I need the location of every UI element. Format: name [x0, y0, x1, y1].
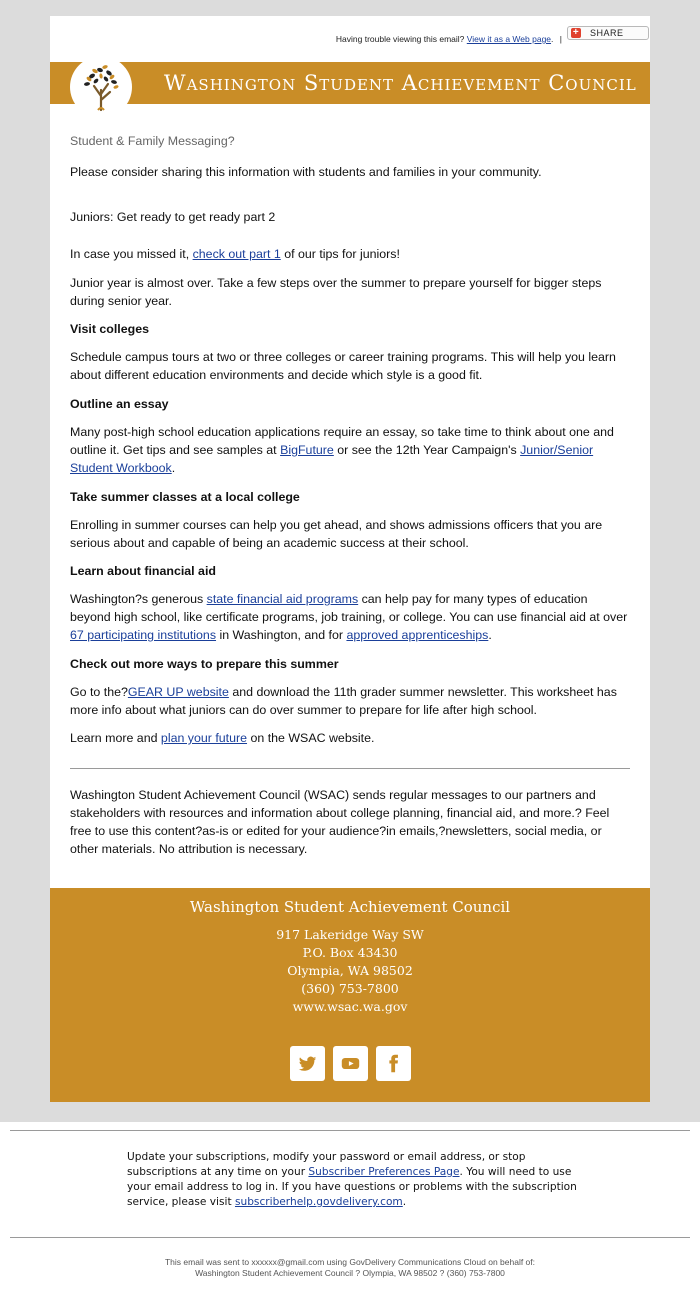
phone-number: (360) 753-7800: [301, 981, 399, 996]
tree-logo-icon: [70, 56, 132, 118]
messaging-heading: Student & Family Messaging?: [70, 134, 235, 148]
address-line: 917 Lakeridge Way SW: [276, 927, 424, 942]
section-text: Schedule campus tours at two or three colleges or career training programs. This will help you learn about different education environments and decide which style is a good fit.: [70, 350, 616, 382]
footer: [50, 888, 650, 1102]
facebook-button[interactable]: [376, 1046, 411, 1081]
sharing-request: Please consider sharing this information with students and families in your community.: [70, 165, 542, 179]
section-heading: Outline an essay: [70, 397, 169, 411]
sent-to-note: This email was sent to xxxxxx@gmail.com using GovDelivery Communications Cloud on behalf of: Washington Student Achievement Council ? Olympia, WA 98502 ? (360) 753-7800: [164, 1257, 536, 1278]
banner-title: Washington Student Achievement Council: [164, 71, 637, 95]
top-bar: [50, 16, 650, 62]
bigfuture-link[interactable]: BigFuture: [280, 443, 334, 457]
subscriber-help-link[interactable]: subscriberhelp.govdelivery.com: [234, 1196, 403, 1208]
share-plus-icon: +: [572, 27, 580, 38]
web-view-notice: Having trouble viewing this email? View it as a Web page. |: [335, 34, 562, 44]
learn-more-paragraph: Learn more and plan your future on the WSAC website.: [70, 731, 375, 745]
divider-line: [10, 1237, 690, 1238]
email-card: [50, 16, 650, 1102]
subscriber-preferences-link[interactable]: Subscriber Preferences Page: [308, 1166, 460, 1178]
divider-line: [10, 1130, 690, 1131]
approved-apprenticeships-link[interactable]: approved apprenticeships: [346, 628, 489, 642]
state-aid-programs-link[interactable]: state financial aid programs: [206, 592, 359, 606]
wsac-logo: [70, 56, 132, 118]
part-1-link[interactable]: check out part 1: [192, 247, 281, 261]
content-divider: [70, 768, 630, 769]
separator: |: [559, 34, 562, 44]
section-heading: Take summer classes at a local college: [70, 490, 300, 504]
section-text: Washington?s generous state financial aid programs can help pay for many types of education beyond high school, like certificate programs, job training, or college. You can use financial aid at over 67 participating institutions in Washington, and for approved apprenticeships.: [70, 592, 628, 642]
youtube-button[interactable]: [333, 1046, 368, 1081]
section-heading: Learn about financial aid: [70, 564, 216, 578]
about-wsac-paragraph: Washington Student Achievement Council (WSAC) sends regular messages to our partners and stakeholders with resources and information about college planning, financial aid, and more.? Feel free to use this content?as-is or edited for your audience?in emails,?newsletters, social media, or other materials. No attribution is necessary.: [70, 788, 610, 856]
missed-paragraph: In case you missed it, check out part 1 of our tips for juniors!: [70, 247, 400, 261]
article-title: Juniors: Get ready to get ready part 2: [70, 210, 276, 224]
address-line: P.O. Box 43430: [302, 945, 398, 960]
section-text: Go to the?GEAR UP website and download the 11th grader summer newsletter. This worksheet has more info about what juniors can do over summer to prepare for life after high school.: [70, 685, 617, 717]
share-button[interactable]: + SHARE: [567, 26, 649, 40]
intro-paragraph: Junior year is almost over. Take a few steps over the summer to prepare yourself for bigger steps during senior year.: [70, 276, 602, 308]
facebook-icon: [384, 1054, 403, 1073]
student-workbook-link[interactable]: Junior/Senior Student Workbook: [70, 443, 594, 475]
plan-your-future-link[interactable]: plan your future: [160, 731, 248, 745]
address-line: Olympia, WA 98502: [287, 963, 413, 978]
footer-address: [50, 926, 650, 1016]
website-link[interactable]: www.wsac.wa.gov: [292, 999, 408, 1014]
section-text: Enrolling in summer courses can help you get ahead, and shows admissions officers that you are serious about and capable of being an academic success at their school.: [70, 518, 603, 550]
section-heading: Visit colleges: [70, 322, 149, 336]
participating-institutions-link[interactable]: 67 participating institutions: [70, 628, 217, 642]
subscription-notice: Update your subscriptions, modify your password or email address, or stop subscriptions at any time on your Subscriber Preferences Page. You will need to use your email address to log in. If you have questions or problems with the subscription service, please visit subscriberhelp.govdelivery.com.: [127, 1151, 577, 1208]
header-banner: [50, 62, 650, 104]
twitter-icon: [298, 1054, 317, 1073]
youtube-icon: [341, 1054, 360, 1073]
twitter-button[interactable]: [290, 1046, 325, 1081]
section-text: Many post-high school education applications require an essay, so take time to think about one and outline it. Get tips and see samples at BigFuture or see the 12th Year Campaign's Junior/Senior Student Workbook.: [70, 425, 614, 475]
footer-org-name: Washington Student Achievement Council: [189, 898, 511, 916]
gear-up-link[interactable]: GEAR UP website: [127, 685, 229, 699]
view-web-page-link[interactable]: View it as a Web page: [466, 34, 552, 44]
section-heading: Check out more ways to prepare this summer: [70, 657, 339, 671]
